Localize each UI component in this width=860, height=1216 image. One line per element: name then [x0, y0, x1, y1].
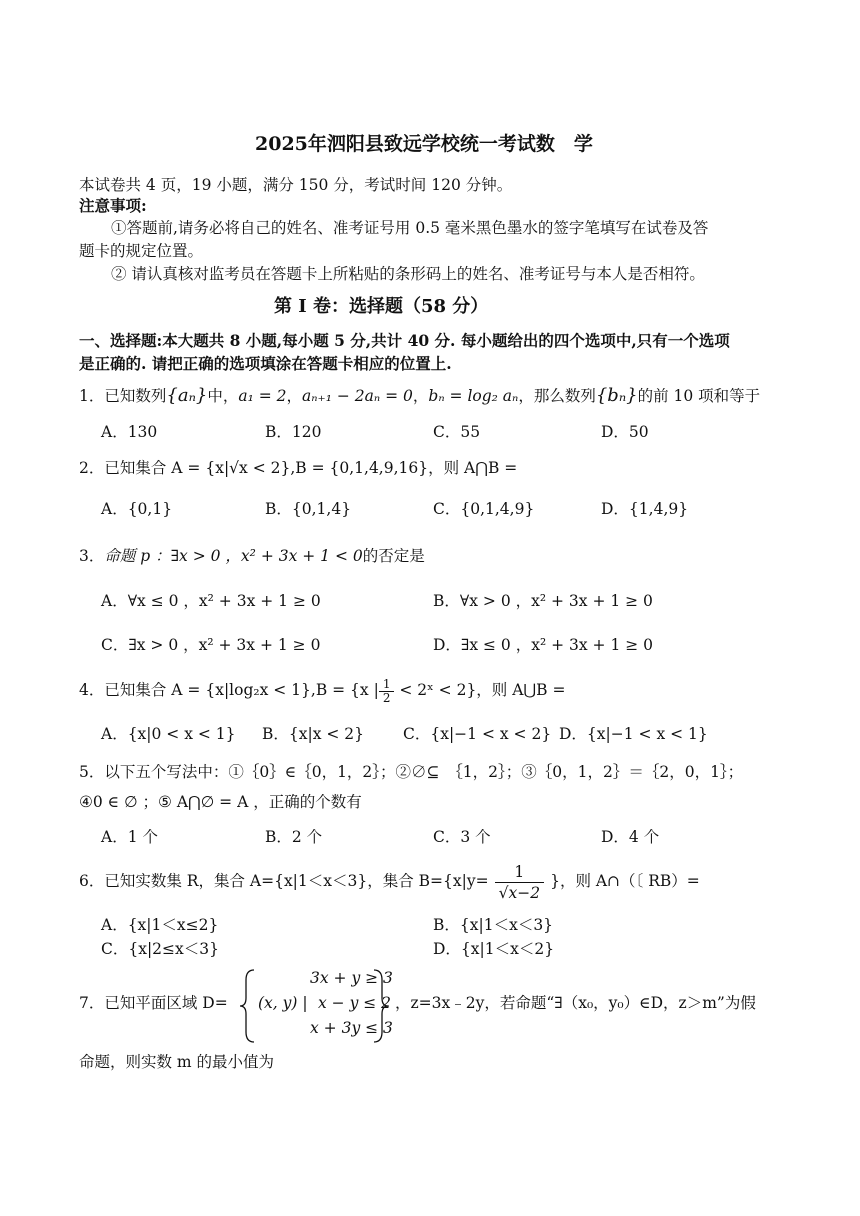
option-d[interactable]: D．{x|−1 < x < 1}: [559, 725, 708, 743]
question-number: 5．: [79, 763, 105, 781]
question-text: ，那么数列: [518, 387, 596, 405]
option-b[interactable]: B．2 个: [265, 828, 323, 846]
question-2: [79, 458, 517, 478]
option-b[interactable]: B．∀x > 0 ，x² + 3x + 1 ≥ 0: [433, 592, 653, 610]
question-text: 的否定是: [362, 547, 425, 565]
question-5-cont: ④0 ∈ ∅ ；⑤ A⋂∅ = A ，正确的个数有: [79, 793, 362, 811]
question-text: 已知平面区域 D=: [104, 994, 228, 1012]
question-number: 3．: [79, 547, 105, 565]
notice-item-1: ①答题前,请务必将自己的姓名、准考证号用 0.5 毫米黑色墨水的签字笔填写在试卷及答: [111, 219, 709, 237]
question-number: 1．: [79, 387, 105, 405]
part1-instruction: 一、选择题:本大题共 8 小题,每小题 5 分,共计 40 分. 每小题给出的四个选项中,只有一个选项: [79, 331, 730, 350]
option-a[interactable]: A．{x|1＜x≤2}: [101, 916, 219, 934]
math-seq: {bₙ}: [595, 385, 638, 406]
question-text: 的前 10 项和等于: [637, 387, 761, 405]
fraction-numerator: 1: [495, 862, 544, 883]
math-expr: 命题 p ：∃x > 0 ，x² + 3x + 1 < 0: [104, 547, 363, 565]
option-b[interactable]: B．{x|1＜x＜3}: [433, 916, 554, 934]
constraint-3: x + 3y ≤ 3: [310, 1019, 393, 1037]
exam-title: 2025年泗阳县致远学校统一考试数 学: [255, 133, 593, 155]
option-a[interactable]: A．1 个: [101, 828, 158, 846]
option-d[interactable]: D．∃x ≤ 0 ，x² + 3x + 1 ≥ 0: [433, 636, 654, 654]
fraction: [379, 678, 395, 705]
question-number: 2．: [79, 459, 105, 477]
option-b[interactable]: B．{0,1,4}: [265, 500, 352, 518]
option-c[interactable]: C．55: [433, 423, 481, 441]
math-expr: bₙ = log₂ aₙ: [428, 387, 519, 405]
question-3: [79, 546, 425, 566]
math-expr: a₁ = 2: [238, 387, 287, 405]
part1-instruction-cont: 是正确的. 请把正确的选项填涂在答题卡相应的位置上.: [79, 354, 452, 373]
question-text: 已知集合 A = {x|√x < 2},B = {0,1,4,9,16}，则 A⋂B =: [104, 459, 518, 477]
option-a[interactable]: A．130: [101, 423, 158, 441]
question-text: 已知数列: [104, 387, 167, 405]
option-d[interactable]: D．{x|1＜x＜2}: [433, 940, 555, 958]
fraction-denominator: √x−2: [498, 883, 541, 902]
option-a[interactable]: A．{x|0 < x < 1}: [101, 725, 236, 743]
question-7: [79, 993, 228, 1013]
option-b[interactable]: B．120: [265, 423, 322, 441]
option-d[interactable]: D．50: [601, 423, 649, 441]
question-number: 6．: [79, 872, 105, 890]
notice-heading: 注意事项:: [79, 196, 147, 215]
notice-item-2: ② 请认真核对监考员在答题卡上所粘贴的条形码上的姓名、准考证号与本人是否相符。: [111, 265, 705, 283]
intro-text: 本试卷共 4 页，19 小题，满分 150 分，考试时间 120 分钟。: [79, 176, 513, 194]
fraction: [495, 862, 544, 903]
question-number: 4．: [79, 681, 105, 699]
question-text: 已知集合 A = {x|log₂x < 1},B = {x |: [104, 681, 379, 699]
question-text: }，则 A∩（〔 RB）=: [550, 872, 700, 890]
question-text: 已知实数集 R，集合 A={x|1＜x＜3}，集合 B={x|y=: [104, 872, 489, 890]
option-a[interactable]: A．{0,1}: [101, 500, 173, 518]
option-d[interactable]: D．4 个: [601, 828, 660, 846]
question-text: 以下五个写法中：①｛0｝∈｛0，1，2｝；②∅⊆ ｛1，2｝；③｛0，1，2｝＝｛2，0，1｝；: [104, 763, 744, 781]
option-c[interactable]: C．∃x > 0 ，x² + 3x + 1 ≥ 0: [101, 636, 321, 654]
region-variables: (x, y) |: [258, 994, 308, 1012]
question-7-text: ，z=3x﹣2y，若命题“∃（x₀，y₀）∈D，z＞m”为假: [395, 994, 756, 1012]
fraction-denominator: 2: [382, 690, 391, 705]
option-c[interactable]: C．3 个: [433, 828, 491, 846]
option-c[interactable]: C．{0,1,4,9}: [433, 500, 535, 518]
question-6: [79, 858, 700, 904]
question-text: 中，: [207, 387, 239, 405]
question-text: < 2ˣ < 2}，则 A⋃B =: [399, 681, 566, 699]
option-c[interactable]: C．{x|−1 < x < 2}: [403, 725, 552, 743]
question-4: [79, 674, 565, 706]
math-seq: {aₙ}: [166, 385, 208, 406]
section-title: 第 I 卷：选择题（58 分）: [274, 296, 489, 317]
option-b[interactable]: B．{x|x < 2}: [262, 725, 365, 743]
question-7-cont: 命题，则实数 m 的最小值为: [79, 1053, 275, 1071]
question-5: [79, 762, 743, 782]
math-expr: aₙ₊₁ − 2aₙ = 0: [302, 387, 413, 405]
option-d[interactable]: D．{1,4,9}: [601, 500, 689, 518]
constraint-1: 3x + y ≥ 3: [310, 969, 393, 987]
question-1: 1．已知数列{aₙ}中，a₁ = 2，aₙ₊₁ − 2aₙ = 0，bₙ = log₂ aₙ，那么数列{bₙ}的前 10 项和等于: [79, 385, 761, 406]
option-c[interactable]: C．{x|2≤x＜3}: [101, 940, 219, 958]
fraction-numerator: 1: [379, 678, 395, 692]
notice-item-1-cont: 题卡的规定位置。: [79, 242, 204, 260]
constraint-2: x − y ≤ 2: [318, 994, 392, 1012]
option-a[interactable]: A．∀x ≤ 0 ，x² + 3x + 1 ≥ 0: [101, 592, 321, 610]
question-number: 7．: [79, 994, 105, 1012]
